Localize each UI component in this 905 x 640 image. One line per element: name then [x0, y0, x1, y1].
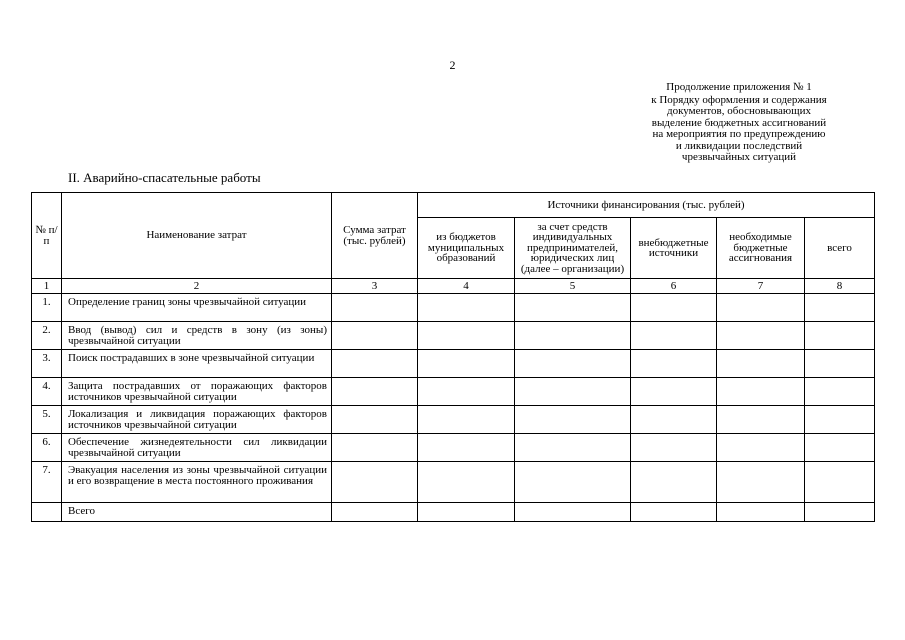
cell-municipal [418, 434, 515, 462]
row-number: 1. [32, 294, 62, 322]
header-row [32, 193, 875, 218]
column-number: 1 [32, 279, 62, 294]
cell-organizations [515, 434, 631, 462]
cell-required [717, 434, 805, 462]
row-number: 3. [32, 350, 62, 378]
column-number: 4 [418, 279, 515, 294]
row-number: 4. [32, 378, 62, 406]
cell-total [805, 462, 875, 503]
table-row [32, 350, 875, 378]
appendix-line: на мероприятия по предупреждению [652, 128, 826, 140]
column-number: 8 [805, 279, 875, 294]
table-row [32, 322, 875, 350]
table-row [32, 462, 875, 503]
cell-municipal [418, 462, 515, 503]
cell-organizations [515, 462, 631, 503]
header-municipal: из бюджетов муниципальных образований [418, 218, 515, 279]
appendix-line: документов, обосновывающих [667, 105, 811, 117]
cell-total [805, 406, 875, 434]
row-name: Определение границ зоны чрезвычайной ситуации [62, 294, 332, 322]
table-row [32, 294, 875, 322]
cell-organizations [515, 350, 631, 378]
row-name: Эвакуация населения из зоны чрезвычайной ситуации и его возвращение в места постоянного проживания [62, 462, 332, 503]
cell-municipal [418, 406, 515, 434]
appendix-line: чрезвычайных ситуаций [681, 151, 797, 163]
cell-sum [332, 350, 418, 378]
row-name: Локализация и ликвидация поражающих факторов источников чрезвычайной ситуации [62, 406, 332, 434]
cell-extrabudgetary [631, 378, 717, 406]
row-name: Ввод (вывод) сил и средств в зону (из зоны) чрезвычайной ситуации [62, 322, 332, 350]
cell-sum [332, 434, 418, 462]
costs-table [31, 192, 875, 522]
cell-organizations [515, 322, 631, 350]
header-required: необходимые бюджетные ассигнования [717, 218, 805, 279]
cell-extrabudgetary [631, 294, 717, 322]
cell-extrabudgetary [631, 322, 717, 350]
cell-required [717, 503, 805, 522]
appendix-line: и ликвидации последствий [675, 139, 803, 152]
header-total: всего [805, 218, 875, 279]
cell-required [717, 378, 805, 406]
column-number: 7 [717, 279, 805, 294]
cell-extrabudgetary [631, 406, 717, 434]
total-row [32, 503, 875, 522]
row-name: Поиск пострадавших в зоне чрезвычайной ситуации [62, 350, 332, 378]
cell-organizations [515, 503, 631, 522]
section-title: II. Аварийно-спасательные работы [68, 170, 261, 185]
cell-sum [332, 406, 418, 434]
cell-total [805, 350, 875, 378]
cell-sum [332, 462, 418, 503]
cell-sum [332, 378, 418, 406]
cell-required [717, 406, 805, 434]
page-number: 2 [449, 58, 456, 72]
cell-required [717, 350, 805, 378]
row-number: 2. [32, 322, 62, 350]
table-row [32, 434, 875, 462]
appendix-line: выделение бюджетных ассигнований [651, 116, 827, 129]
cell-required [717, 462, 805, 503]
appendix-reference [609, 82, 869, 164]
cell-total [805, 503, 875, 522]
cell-sum [332, 503, 418, 522]
total-row-number [32, 503, 62, 522]
row-number: 5. [32, 406, 62, 434]
appendix-title: Продолжение приложения № 1 [666, 81, 812, 93]
cell-total [805, 378, 875, 406]
cell-extrabudgetary [631, 434, 717, 462]
row-number: 7. [32, 462, 62, 503]
table-row [32, 406, 875, 434]
cell-municipal [418, 294, 515, 322]
cell-total [805, 434, 875, 462]
header-sources: Источники финансирования (тыс. рублей) [418, 193, 875, 218]
cell-organizations [515, 294, 631, 322]
cell-municipal [418, 378, 515, 406]
cell-municipal [418, 322, 515, 350]
column-number: 5 [515, 279, 631, 294]
row-name: Защита пострадавших от поражающих факторов источников чрезвычайной ситуации [62, 378, 332, 406]
cell-municipal [418, 350, 515, 378]
row-number: 6. [32, 434, 62, 462]
cell-required [717, 294, 805, 322]
table-row [32, 378, 875, 406]
cell-total [805, 294, 875, 322]
cell-extrabudgetary [631, 503, 717, 522]
header-sum: Сумма затрат (тыс. рублей) [332, 193, 418, 279]
cell-sum [332, 322, 418, 350]
column-number: 2 [62, 279, 332, 294]
appendix-line: к Порядку оформления и содержания [651, 93, 827, 106]
header-organizations: за счет средств индивидуальных предпринимателей, юридических лиц (далее – организации) [515, 218, 631, 279]
total-label: Всего [62, 503, 332, 522]
cell-organizations [515, 406, 631, 434]
cell-sum [332, 294, 418, 322]
cell-municipal [418, 503, 515, 522]
column-number: 6 [631, 279, 717, 294]
column-number-row [32, 279, 875, 294]
cell-required [717, 322, 805, 350]
row-name: Обеспечение жизнедеятельности сил ликвидации чрезвычайной ситуации [62, 434, 332, 462]
header-name: Наименование затрат [62, 193, 332, 279]
header-num: № п/п [32, 193, 62, 279]
cell-extrabudgetary [631, 350, 717, 378]
cell-extrabudgetary [631, 462, 717, 503]
cell-total [805, 322, 875, 350]
column-number: 3 [332, 279, 418, 294]
header-extrabudgetary: внебюджетные источники [631, 218, 717, 279]
cell-organizations [515, 378, 631, 406]
